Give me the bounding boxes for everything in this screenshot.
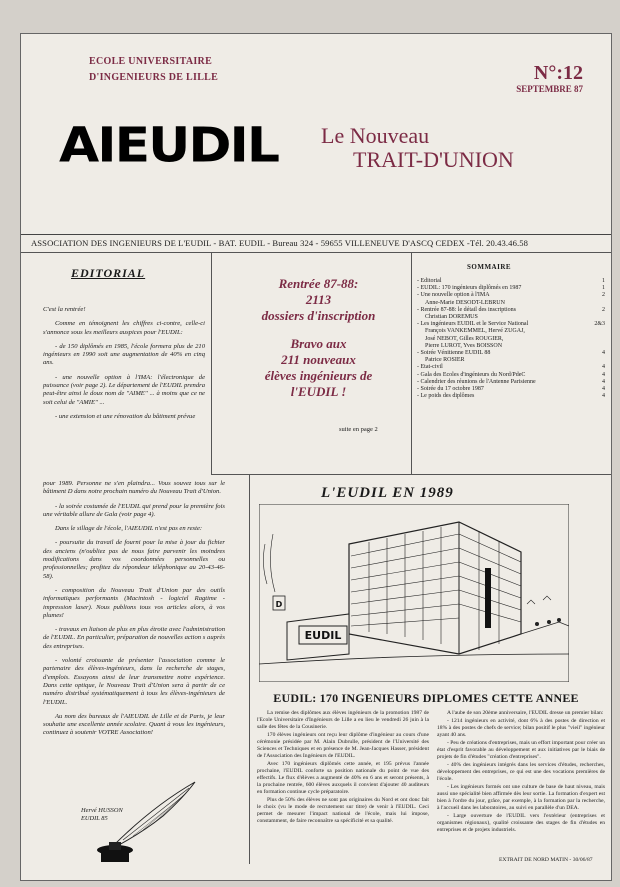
item-text: - Soirée Vénitienne EUDIL 88 [417, 350, 491, 357]
divider [249, 474, 250, 864]
item-page: 2 [602, 292, 605, 299]
item-text: - Le poids des diplômes [417, 393, 475, 400]
signature-class: EUDIL 85 [81, 815, 108, 822]
issue-info [516, 62, 583, 94]
list-item [417, 321, 605, 328]
rentree-highlight [216, 276, 421, 400]
article-source: EXTRAIT DE NORD MATIN - 30/06/87 [499, 857, 593, 863]
article-paragraph: La remise des diplômes aux élèves ingénieurs de la promotion 1987 de l'Ecole Universitaire d'Ingénieurs de Lille a eu lieu le vendredi 26 juin à la salle des fêtes de la Cousinerie. [257, 710, 429, 730]
list-item [417, 300, 605, 307]
rentree-line: 2113 [305, 292, 332, 307]
list-item [417, 372, 605, 379]
item-page: 4 [602, 386, 605, 393]
list-item [417, 379, 605, 386]
item-page: 2 [602, 306, 605, 313]
item-text: - Rentrée 87-88: le détail des inscriptions [417, 306, 516, 313]
editorial-paragraph: pour 1989. Personne ne s'en plaindra... Vous souvez tous sur le bâtiment D dans notre prochain numéro du Nouveau Trait d'Union. [43, 480, 225, 496]
article-paragraph: - 1214 ingénieurs en activité, dont 6% à des postes de direction et 18% à des postes de chefs de service; bilan positif le plus "vieil" ingénieur ayant 40 ans. [437, 718, 605, 738]
item-author: Patrice ROSIER [425, 357, 465, 364]
article-headline: EUDIL: 170 INGENIEURS DIPLOMES CETTE ANNEE [273, 691, 579, 705]
sommaire-title: SOMMAIRE [467, 263, 512, 271]
editorial-paragraph: - une nouvelle option à l'IMA: l'électronique de puissance (voir page 2). Le département de l'EUDIL prendra peut-être ainsi le doux nom de "AIME" ... à moins que ce ne soit celui de "AMIE" ... [43, 373, 205, 406]
article-column-1 [257, 710, 429, 826]
list-item [417, 357, 605, 364]
item-text: - Les ingénieurs EUDIL et le Service National [417, 321, 529, 328]
feature-title: L'EUDIL EN 1989 [321, 485, 454, 501]
item-author: Christian DOREMUS [425, 314, 478, 321]
editorial-paragraph: C'est la rentrée! [43, 306, 86, 313]
rentree-line: élèves ingénieurs de [264, 368, 373, 383]
building-illustration [259, 504, 569, 682]
divider [211, 252, 212, 474]
item-author: Pierre LUROT, Yves BOISSON [425, 342, 503, 349]
editorial-column-1 [43, 306, 205, 427]
list-item [417, 328, 605, 335]
editorial-paragraph: - travaux en liaison de plus en plus étroite avec l'administration de l'EUDIL. En particulier, préparation de nouvelles action s auprès des entreprises. [43, 626, 225, 650]
item-text: - Etat-civil [417, 364, 443, 371]
divider [21, 252, 611, 253]
editorial-paragraph: - volonté croissante de présenter l'association comme le partenaire des élèves-ingénieurs, dans la recherche de stages, d'emplois. Essayons ainsi de leur transmettre notre expérience. Dans cette optique, le Nouveau Trait d'Union sera à partir de ce numéro distribué systématiquement à tous les élèves-ingénieurs de l'EUDIL. [43, 657, 225, 706]
newsletter-title [321, 124, 514, 172]
list-item [417, 285, 605, 292]
rentree-line: dossiers d'inscription [261, 308, 376, 323]
article-paragraph: Plus de 50% des élèves ne sont pas originaires du Nord et ont donc fait le choix (vu le mode de recrutement sur titre) de venir à l'EUDIL. Ceci permet de mesurer l'impact national de l'école, mais lui impose, constamment, de faire reconnaître sa spécificité et sa qualité. [257, 797, 429, 824]
title-line-2: TRAIT-D'UNION [353, 147, 514, 172]
signature-name: Hervé HUSSON [81, 807, 123, 814]
list-item [417, 278, 605, 285]
item-page: 4 [602, 378, 605, 385]
editorial-paragraph: Dans le sillage de l'école, l'AIEUDIL n'est pas en reste: [55, 525, 203, 533]
editorial-paragraph: - de 150 diplômés en 1985, l'école formera plus de 210 ingénieurs en 1990 soit une augmentation de 40% en cinq ans. [43, 342, 205, 367]
editorial-paragraph: - poursuite du travail de fourni pour la mise à jour du fichier des anciens (n'oubliez pas de nous faire parvenir les moindres modifications dans vos coordonnées personnelles ou professionnelles; profitez du répondeur téléphonique au 20-43-46-58). [43, 539, 225, 580]
sommaire-list [417, 278, 605, 400]
item-page: 1 [602, 278, 605, 284]
divider [211, 474, 611, 475]
editorial-title: EDITORIAL [71, 266, 146, 280]
editorial-paragraph: Comme en témoignent les chiffres ci-contre, celle-ci s'annonce sous les meilleurs auspices pour l'EUDIL: [43, 320, 205, 336]
item-author: François VANKEMMEL, Hervé ZUGAJ, [425, 328, 525, 335]
article-paragraph: - Large ouverture de l'EUDIL vers l'extérieur (entreprises et organismes régionaux), qualité croissante des stages de fin d'études en entreprises et de projets industriels. [437, 813, 605, 833]
article-paragraph: - 40% des ingénieurs intégrés dans les services d'études, recherches, développement des entreprises, ce qui est une des vocations premières de l'école. [437, 762, 605, 782]
article-paragraph: - Les ingénieurs formés ont une culture de base de haut niveau, mais aussi une spécialité bien affirmée dès leur sortie. La formation d'expert est bien à l'ordre du jour, grâce, par exemple, à la formation par la recherche, à l'accueil dans les laboratoires, au suivi en parallèle d'un DEA. [437, 784, 605, 811]
school-name [89, 54, 218, 86]
list-item [417, 292, 605, 299]
item-text: - Gala des Ecoles d'ingénieurs du Nord/PdeC [417, 371, 526, 378]
list-item [417, 336, 605, 343]
list-item [417, 393, 605, 400]
editorial-column-2 [43, 480, 225, 744]
item-page: 2&3 [594, 321, 605, 328]
item-text: - EUDIL: 170 ingénieurs diplômés en 1987 [417, 285, 522, 292]
list-item [417, 307, 605, 314]
editorial-paragraph: - composition du Nouveau Trait d'Union par des outils informatiques performants (Macintosh - logiciel Ragtime - impression laser). Nous publions tous vos articles alors, à vos plumes! [43, 586, 225, 619]
rentree-line: l'EUDIL ! [290, 384, 347, 399]
item-text: - Soirée du 17 octobre 1987 [417, 386, 484, 393]
newsletter-page [20, 33, 612, 881]
item-text: - Calendrier des réunions de l'Antenne Parisienne [417, 378, 536, 385]
list-item [417, 314, 605, 321]
rentree-line: Rentrée 87-88: [278, 276, 359, 291]
aieudil-logo: AIEUDIL [59, 118, 278, 174]
item-page: 4 [602, 393, 605, 400]
article-column-2 [437, 710, 605, 835]
editorial-paragraph: - la soirée costumée de l'EUDIL qui prend pour la première fois une véritable allure de Gala (voir page 4). [43, 502, 225, 518]
list-item [417, 343, 605, 350]
article-paragraph: Avec 170 ingénieurs diplômés cette année, et 195 prévus l'année prochaine, l'EUDIL conforte sa position nationale du point de vue des effectifs. Le flux d'élèves a augmenté de 40% en 6 ans et seront présents, à la prochaine rentrée, 600 élèves auxquels il convient d'ajouter 40 auditeurs en formation continue cycle préparatoire. [257, 761, 429, 795]
rentree-line: Bravo aux [290, 336, 347, 351]
article-paragraph: 170 élèves ingénieurs ont reçu leur diplôme d'ingénieur au cours d'une cérémonie présidée par M. Alain Dubrulle, président de l'Université des Sciences et Techniques et en présence de M. Jean-Jacques Hasser, président de l'Association des Ingénieurs de l'EUDIL. [257, 732, 429, 759]
item-page: 4 [602, 350, 605, 357]
issue-number: N°:12 [533, 62, 583, 84]
item-text: - Editorial [417, 278, 442, 284]
association-address: ASSOCIATION DES INGENIEURS DE L'EUDIL - BAT. EUDIL - Bureau 324 - 59655 VILLENEUVE D'ASCQ CEDEX -Tél. 20.43.46.58 [31, 238, 529, 248]
building-letter: D [275, 600, 283, 609]
article-paragraph: A l'aube de son 20ème anniversaire, l'EUDIL dresse un premier bilan: [447, 710, 604, 716]
quill-inkwell-icon [93, 776, 203, 864]
issue-date: SEPTEMBRE 87 [516, 84, 583, 94]
list-item [417, 364, 605, 371]
item-text: - Une nouvelle option à l'IMA [417, 292, 490, 299]
rentree-line: 211 nouveaux [281, 352, 356, 367]
school-line-2: D'INGENIEURS DE LILLE [89, 72, 219, 83]
school-line-1: ECOLE UNIVERSITAIRE [89, 56, 213, 67]
masthead [21, 34, 611, 235]
list-item [417, 386, 605, 393]
editorial-paragraph: Au nom des bureaux de l'AIEUDIL de Lille et de Paris, je leur souhaite une excellente année scolaire. Quant à vous les ingénieurs, continuez à soutenir VOTRE Association! [43, 712, 225, 737]
item-author: Anne-Marie DESODT-LEBRUN [425, 299, 505, 306]
item-page: 4 [602, 371, 605, 378]
continued-note: suite en page 2 [339, 426, 378, 433]
title-line-1: Le Nouveau [321, 123, 430, 148]
list-item [417, 350, 605, 357]
item-author: José NEBOT, Gilles ROUGIER, [425, 335, 504, 342]
editorial-paragraph: - une extension et une rénovation du bâtiment prévue [55, 412, 196, 420]
article-paragraph: - Peu de créations d'entreprises, mais un effort important pour créer un état d'esprit favorable au développement et aux initiatives par le biais de projets de fin d'études "création d'entreprises". [437, 740, 605, 760]
item-page: 4 [602, 364, 605, 371]
building-sign: EUDIL [304, 629, 342, 642]
item-page: 1 [602, 285, 605, 292]
